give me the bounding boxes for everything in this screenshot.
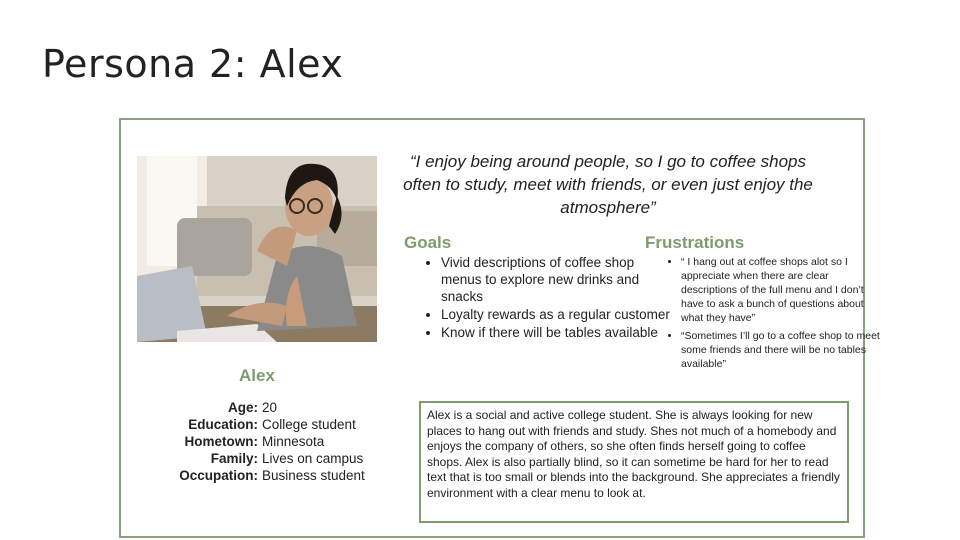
fact-label: Occupation: [179, 468, 258, 483]
goals-heading: Goals [404, 233, 452, 252]
goal-item: • Know if there will be tables available [441, 324, 671, 341]
persona-facts [151, 399, 391, 484]
fact-row-age [151, 399, 391, 416]
fact-label: Age: [228, 400, 258, 415]
fact-value: Lives on campus [262, 451, 364, 466]
fact-label: Hometown: [184, 434, 258, 449]
goals-list [411, 254, 671, 342]
frustrations-list [653, 255, 881, 375]
fact-row-occupation [151, 467, 391, 484]
persona-photo [137, 156, 377, 342]
fact-row-family [151, 450, 391, 467]
slide-title: Persona 2: Alex [42, 42, 344, 86]
frustration-item: • “Sometimes I’ll go to a coffee shop to meet some friends and there will be no tables available” [681, 329, 881, 371]
fact-value: Minnesota [262, 434, 325, 449]
persona-card [119, 118, 880, 538]
persona-name: Alex [239, 366, 275, 385]
persona-bio: Alex is a social and active college student. She is always looking for new places to hang out with friends and study. Shes not much of a homebody and enjoys the company of others, so she often finds herself going to coffee shops. Alex is also partially blind, so it can sometime be hard for her to read text that is too small or blends into the background. She appreciates a friendly environment with a clear menu to look at. [419, 401, 849, 523]
fact-value: College student [262, 417, 356, 432]
frustration-item: • “ I hang out at coffee shops alot so I appreciate when there are clear descriptions of the full menu and I don’t have to ask a bunch of questions about what they have” [681, 255, 881, 325]
frustrations-heading: Frustrations [645, 233, 745, 252]
goal-item: • Vivid descriptions of coffee shop menus to explore new drinks and snacks [441, 254, 671, 305]
fact-value: 20 [262, 400, 278, 415]
fact-row-hometown [151, 433, 391, 450]
persona-quote: “I enjoy being around people, so I go to coffee shops often to study, meet with friends, or even just enjoy the atmosphere” [403, 152, 813, 217]
persona-photo-illustration [137, 156, 377, 342]
fact-value: Business student [262, 468, 365, 483]
fact-label: Family: [210, 451, 258, 466]
goal-item: • Loyalty rewards as a regular customer [441, 306, 671, 323]
fact-row-education [151, 416, 391, 433]
fact-label: Education: [188, 417, 258, 432]
